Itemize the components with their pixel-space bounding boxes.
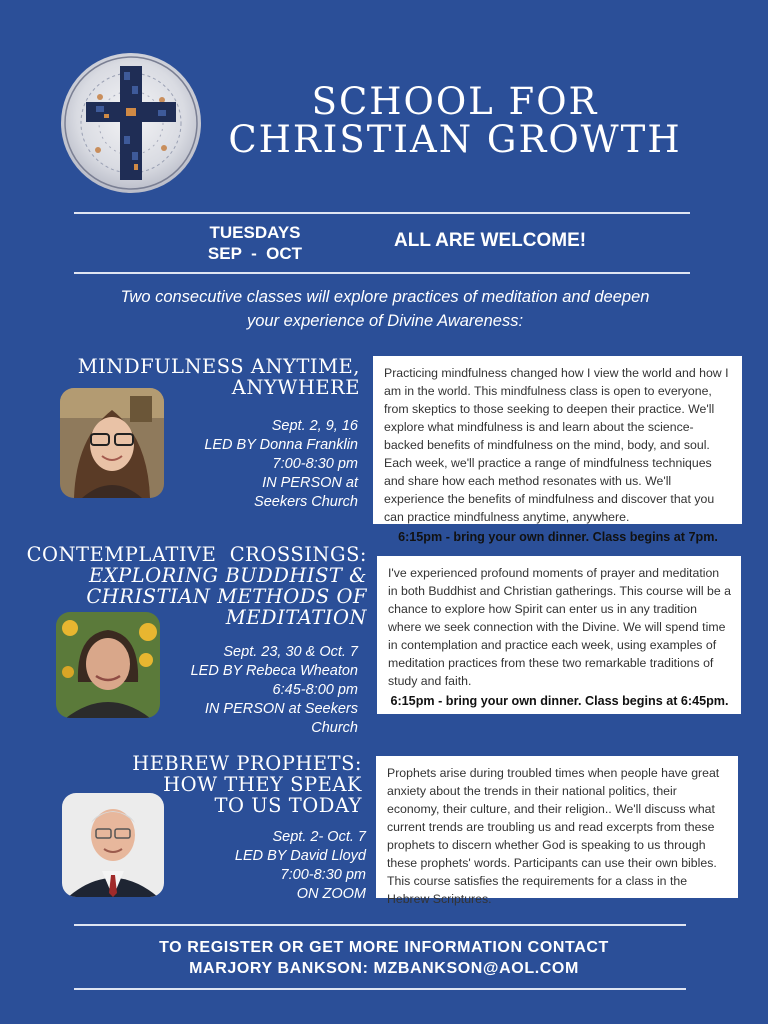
course-3-title-line: HEBREW PROPHETS: xyxy=(132,752,362,775)
course-1-title-line: MINDFULNESS ANYTIME, xyxy=(77,355,360,378)
course-1-location: Seekers Church xyxy=(254,494,358,510)
course-2-description-box xyxy=(377,556,741,714)
intro-line-2: your experience of Divine Awareness: xyxy=(246,312,524,330)
course-2-title: CONTEMPLATIVE CROSSINGS: xyxy=(26,543,367,566)
course-2-time: 6:45-8:00 pm xyxy=(272,682,358,698)
welcome-text: ALL ARE WELCOME! xyxy=(394,230,587,251)
course-1-details xyxy=(150,417,358,512)
stained-glass-cross-icon xyxy=(60,52,202,194)
instructor-photo-david-lloyd xyxy=(62,793,164,897)
course-1-dinner-note: 6:15pm - bring your own dinner. Class begins at 7pm. xyxy=(398,530,718,544)
course-3-description-box xyxy=(376,756,738,906)
footer-bottom-divider xyxy=(74,988,686,990)
schedule-days: TUESDAYS xyxy=(209,223,301,242)
course-2-description: I've experienced profound moments of prayer and meditation in both Buddhist and Christian gatherings. This course will be a chance to explore how Spirit can enter us in any tradition where we seek connection with the Divine. We will spend time in contemplation and practice each week, using examples of meditation practices from these two remarkable traditions of study and faith. xyxy=(388,566,731,688)
course-1-location: IN PERSON at xyxy=(262,475,358,491)
course-2-leader: LED BY Rebeca Wheaton xyxy=(190,663,358,679)
course-2-location: IN PERSON at Seekers xyxy=(204,701,358,717)
footer-contact-line-1: TO REGISTER OR GET MORE INFORMATION CONTACT xyxy=(159,939,609,956)
course-3-title-line: TO US TODAY xyxy=(214,794,362,817)
course-2-subtitle-line: CHRISTIAN METHODS OF xyxy=(86,585,367,608)
course-1-description: Practicing mindfulness changed how I view the world and how I am in the world. This mindfulness class is open to everyone, from skeptics to those seeking to deepen their practice. We'll explore what mindfulness is and learn about the science-backed benefits of mindfulness on the mind, body, and soul. Each week, we'll practice a range of mindfulness techniques and share how each method resonates with us. We'll experience the benefits of mindfulness and discover that you can practice mindfulness anytime, anywhere. xyxy=(384,366,729,524)
course-2-dinner-note: 6:15pm - bring your own dinner. Class begins at 6:45pm. xyxy=(390,694,729,708)
course-3-location: ON ZOOM xyxy=(296,886,366,902)
course-2-location: Church xyxy=(311,720,358,736)
course-3-leader: LED BY David Lloyd xyxy=(234,848,366,864)
footer-contact-line-2: MARJORY BANKSON: MZBANKSON@AOL.COM xyxy=(189,960,579,977)
course-1-dates: Sept. 2, 9, 16 xyxy=(271,418,358,434)
course-3-time: 7:00-8:30 pm xyxy=(280,867,366,883)
course-3-description: Prophets arise during troubled times when people have great anxiety about the trends in their national politics, their economy, their culture, and their religion.. We'll discuss what current trends are troubling us and read excerpts from these prophets to discern whether God is speaking to us through these prophets' words. Participants can use their own bibles. This course satisfies the requirements for a class in the Hebrew Scriptures. xyxy=(387,766,720,906)
schedule-months: SEP - OCT xyxy=(207,244,303,263)
course-2-subtitle-line: MEDITATION xyxy=(225,606,367,629)
course-3-title-line: HOW THEY SPEAK xyxy=(163,773,362,796)
top-divider xyxy=(74,212,690,214)
course-2-subtitle-line: EXPLORING BUDDHIST & xyxy=(88,564,367,587)
course-3-details xyxy=(150,828,366,904)
course-2-dates: Sept. 23, 30 & Oct. 7 xyxy=(223,644,358,660)
course-1-description-box xyxy=(373,356,742,544)
instructor-photo-rebeca-wheaton xyxy=(56,612,160,718)
course-2-details xyxy=(150,643,358,738)
intro-line-1: Two consecutive classes will explore practices of meditation and deepen xyxy=(120,288,650,306)
footer-top-divider xyxy=(74,924,686,926)
course-1-title-line: ANYWHERE xyxy=(231,376,360,399)
course-1-leader: LED BY Donna Franklin xyxy=(204,437,358,453)
title-line-1: SCHOOL FOR xyxy=(311,80,599,123)
schedule-divider xyxy=(74,272,690,274)
title-line-2: CHRISTIAN GROWTH xyxy=(228,118,682,161)
course-3-dates: Sept. 2- Oct. 7 xyxy=(272,829,366,845)
course-1-time: 7:00-8:30 pm xyxy=(272,456,358,472)
instructor-photo-donna-franklin xyxy=(60,388,164,498)
